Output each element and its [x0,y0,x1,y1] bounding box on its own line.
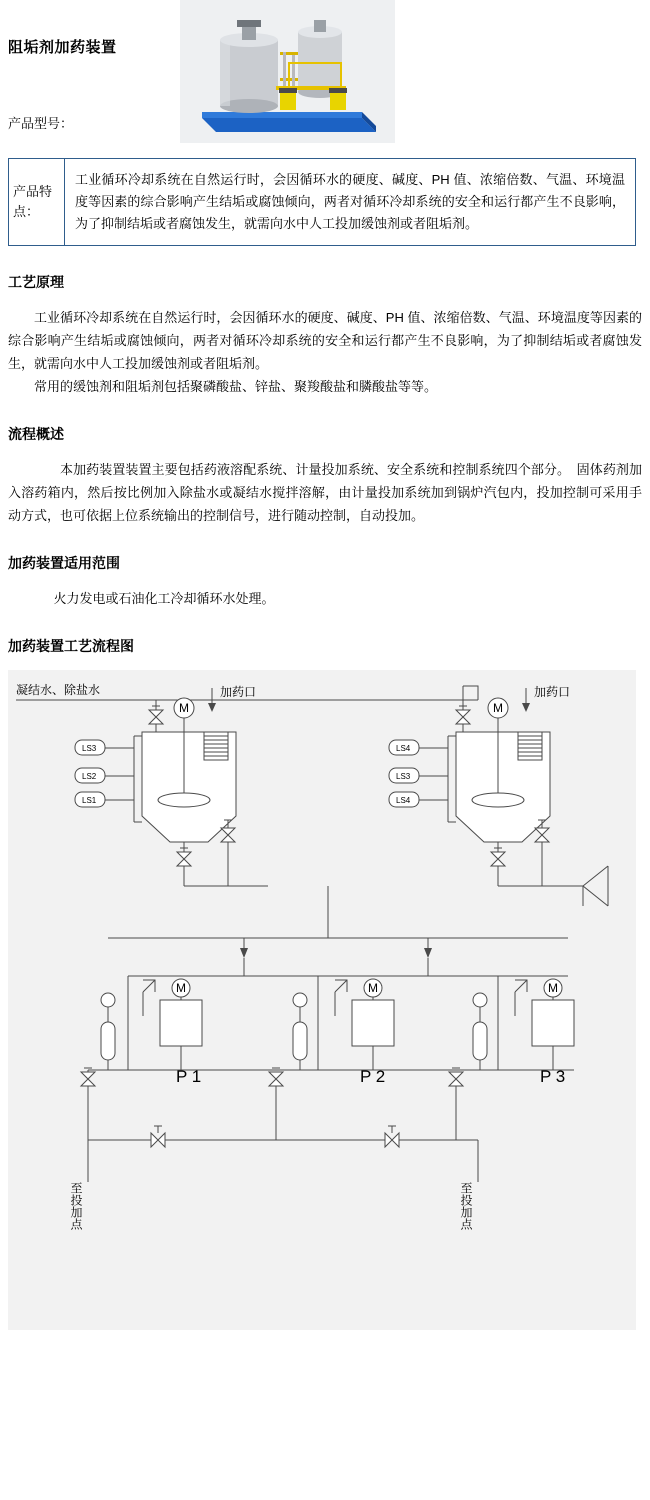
process-flow-diagram [8,670,636,1330]
model-label: 产品型号： [8,116,74,131]
motor-icon: M [176,981,186,995]
motor-icon: M [368,981,378,995]
diagram-inlet-label: 凝结水、除盐水 [16,683,101,697]
product-photo [180,0,395,143]
section-paragraph: 火力发电或石油化工冷却循环水处理。 [53,591,275,606]
section-title: 流程概述 [8,426,64,442]
section-flow-diagram [8,636,642,656]
level-switch-label: LS3 [82,744,97,753]
outlet-label-right: 至投加点 [459,1182,473,1230]
pump-label: P 2 [360,1067,386,1086]
level-switch-label: LS2 [82,772,97,781]
pump-label: P 3 [540,1067,566,1086]
pump-label: P 1 [176,1067,202,1086]
section-paragraph: 本加药装置装置主要包括药液溶配系统、计量投加系统、安全系统和控制系统四个部分。 固体药剂加入溶药箱内，然后按比例加入除盐水或凝结水搅拌溶解，由计量投加系统加到锅炉汽包内，投加控制可采用手动方式，也可依据上位系统输出的控制信号，进行随动控制，自动投加。 [8,462,642,523]
level-switch-label: LS1 [82,796,97,805]
motor-icon: M [179,701,189,715]
section-application-scope [8,553,642,610]
product-feature-table [8,158,636,246]
section-flow-overview [8,424,642,527]
section-paragraph: 工业循环冷却系统在自然运行时，会因循环水的硬度、碱度、PH 值、浓缩倍数、气温、环境温度等因素的综合影响产生结垢或腐蚀倾向，两者对循环冷却系统的安全和运行都产生不良影响，为了抑制结垢或者腐蚀发生，就需向水中人工投加缓蚀剂或者阻垢剂。 [8,310,642,371]
feature-row-text: 工业循环冷却系统在自然运行时，会因循环水的硬度、碱度、PH 值、浓缩倍数、气温、环境温度等因素的综合影响产生结垢或腐蚀倾向，两者对循环冷却系统的安全和运行都产生不良影响，为了抑制结垢或者腐蚀发生，就需向水中人工投加缓蚀剂或者阻垢剂。 [75,172,625,231]
section-title: 加药装置工艺流程图 [8,638,134,654]
motor-icon: M [493,701,503,715]
motor-icon: M [548,981,558,995]
diagram-dosing-port-left: 加药口 [220,685,257,699]
section-title: 工艺原理 [8,274,64,290]
level-switch-label: LS4 [396,796,411,805]
diagram-dosing-port-right: 加药口 [534,685,571,699]
section-title: 加药装置适用范围 [8,555,120,571]
level-switch-label: LS4 [396,744,411,753]
section-paragraph: 常用的缓蚀剂和阻垢剂包括聚磷酸盐、锌盐、聚羧酸盐和膦酸盐等等。 [34,379,438,394]
product-header [0,0,650,150]
page-title: 阻垢剂加药装置 [8,39,117,56]
section-process-principle [8,272,642,398]
feature-row-label: 产品特点： [9,159,65,245]
level-switch-label: LS3 [396,772,411,781]
outlet-label-left: 至投加点 [69,1182,83,1230]
